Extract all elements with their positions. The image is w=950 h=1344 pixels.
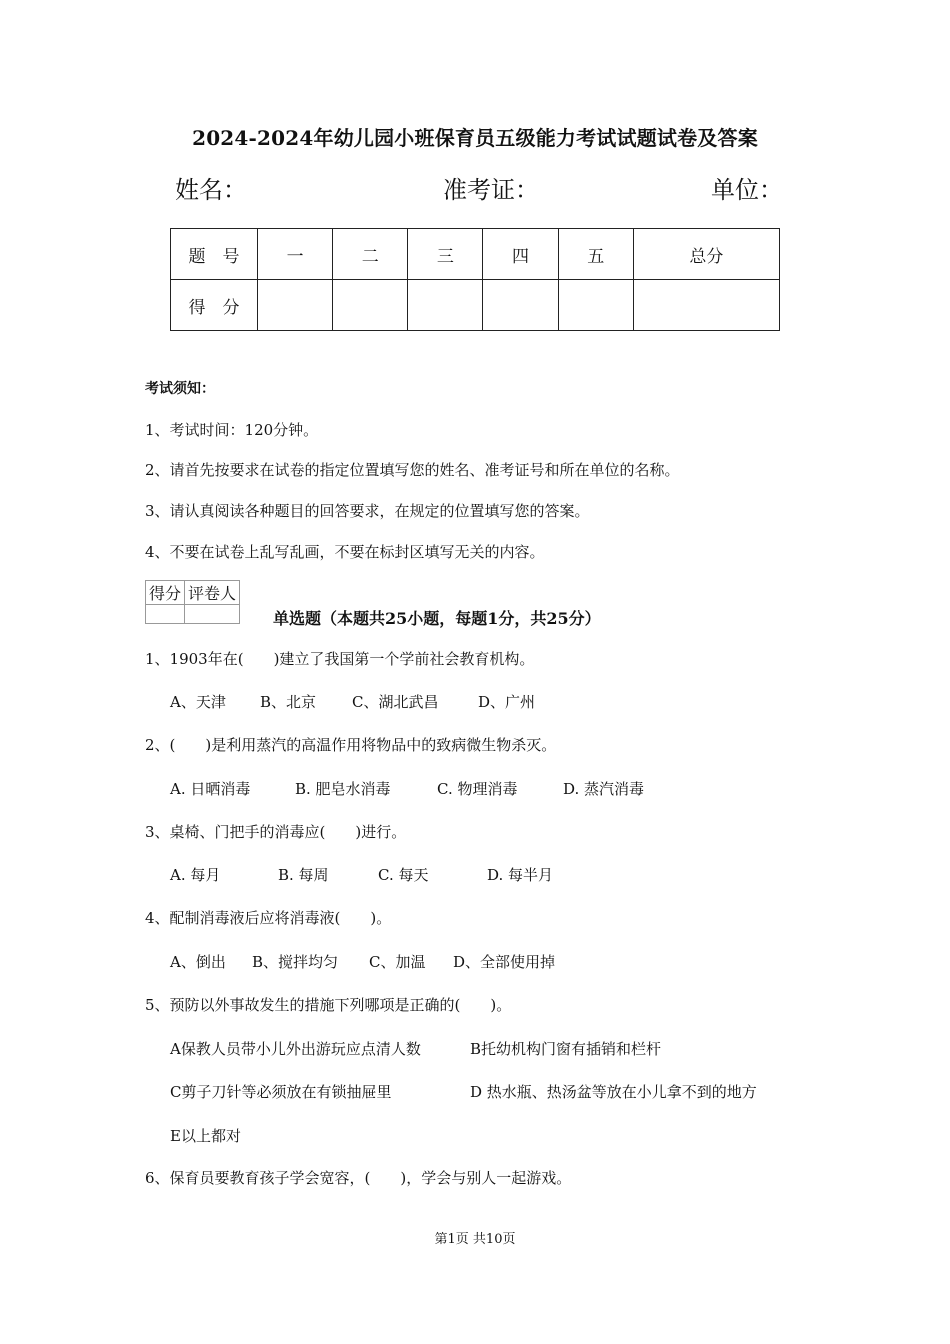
score-table-cell: 总分: [633, 229, 779, 280]
question-option[interactable]: C剪子刀针等必须放在有锁抽屉里: [170, 1083, 392, 1101]
section-title: 单选题（本题共25小题，每题1分，共25分）: [273, 609, 601, 628]
question-option[interactable]: A. 日晒消毒: [170, 780, 251, 798]
question-option[interactable]: C. 物理消毒: [437, 780, 518, 798]
score-table-header-row: [171, 229, 780, 280]
question-option[interactable]: C、湖北武昌: [352, 693, 439, 711]
page-title: 2024-2024年幼儿园小班保育员五级能力考试试题试卷及答案: [192, 126, 758, 150]
note-item: 2、请首先按要求在试卷的指定位置填写您的姓名、准考证号和所在单位的名称。: [145, 461, 680, 479]
question-stem: 4、配制消毒液后应将消毒液( )。: [145, 909, 392, 927]
score-entry-cell[interactable]: [633, 280, 779, 331]
score-entry-cell[interactable]: [558, 280, 633, 331]
page-footer: 第1页 共10页: [434, 1232, 516, 1247]
grader-box: [145, 580, 240, 624]
note-item: 3、请认真阅读各种题目的回答要求，在规定的位置填写您的答案。: [145, 502, 590, 520]
question-option[interactable]: B. 每周: [278, 866, 329, 884]
question-option[interactable]: A. 每月: [170, 866, 221, 884]
note-item: 4、不要在试卷上乱写乱画，不要在标封区填写无关的内容。: [145, 543, 545, 561]
score-table-cell: 五: [558, 229, 633, 280]
name-label: 姓名：: [175, 176, 247, 204]
score-entry-cell[interactable]: [333, 280, 408, 331]
score-table-cell: 一: [258, 229, 333, 280]
score-entry-cell[interactable]: [408, 280, 483, 331]
question-option[interactable]: E以上都对: [170, 1127, 241, 1145]
question-option[interactable]: B. 肥皂水消毒: [295, 780, 391, 798]
question-stem: 3、桌椅、门把手的消毒应( )进行。: [145, 823, 407, 841]
score-table-cell: 二: [333, 229, 408, 280]
question-option[interactable]: D. 蒸汽消毒: [563, 780, 645, 798]
question-option[interactable]: B、北京: [260, 693, 317, 711]
score-row-label: 得 分: [171, 280, 258, 331]
score-table-cell: 三: [408, 229, 483, 280]
question-option[interactable]: C、加温: [369, 953, 426, 971]
question-option[interactable]: D 热水瓶、热汤盆等放在小儿拿不到的地方: [470, 1083, 757, 1101]
question-option[interactable]: D、全部使用掉: [453, 953, 556, 971]
exam-id-label: 准考证：: [443, 176, 539, 204]
question-option[interactable]: A保教人员带小儿外出游玩应点清人数: [170, 1040, 421, 1058]
question-option[interactable]: B、搅拌均匀: [252, 953, 339, 971]
notes-title: 考试须知：: [145, 381, 215, 397]
score-table-cell: 题 号: [171, 229, 258, 280]
grader-score-cell[interactable]: [146, 605, 185, 624]
question-option[interactable]: D、广州: [478, 693, 536, 711]
question-option[interactable]: A、天津: [170, 693, 226, 711]
score-table-score-row: [171, 280, 780, 331]
question-option[interactable]: D. 每半月: [487, 866, 554, 884]
question-stem: 1、1903年在( )建立了我国第一个学前社会教育机构。: [145, 650, 535, 668]
unit-label: 单位：: [711, 176, 783, 204]
question-stem: 5、预防以外事故发生的措施下列哪项是正确的( )。: [145, 996, 512, 1014]
grader-name-label: 评卷人: [185, 581, 240, 605]
score-entry-cell[interactable]: [258, 280, 333, 331]
grader-score-label: 得分: [146, 581, 185, 605]
candidate-info-row: [175, 170, 783, 204]
grader-name-cell[interactable]: [185, 605, 240, 624]
note-item: 1、考试时间：120分钟。: [145, 421, 319, 439]
score-entry-cell[interactable]: [483, 280, 558, 331]
question-stem: 2、( )是利用蒸汽的高温作用将物品中的致病微生物杀灭。: [145, 736, 557, 754]
question-option[interactable]: A、倒出: [170, 953, 226, 971]
score-table: [170, 228, 780, 331]
score-table-cell: 四: [483, 229, 558, 280]
question-option[interactable]: B托幼机构门窗有插销和栏杆: [470, 1040, 662, 1058]
question-option[interactable]: C. 每天: [378, 866, 429, 884]
question-stem: 6、保育员要教育孩子学会宽容，( )，学会与别人一起游戏。: [145, 1169, 572, 1187]
